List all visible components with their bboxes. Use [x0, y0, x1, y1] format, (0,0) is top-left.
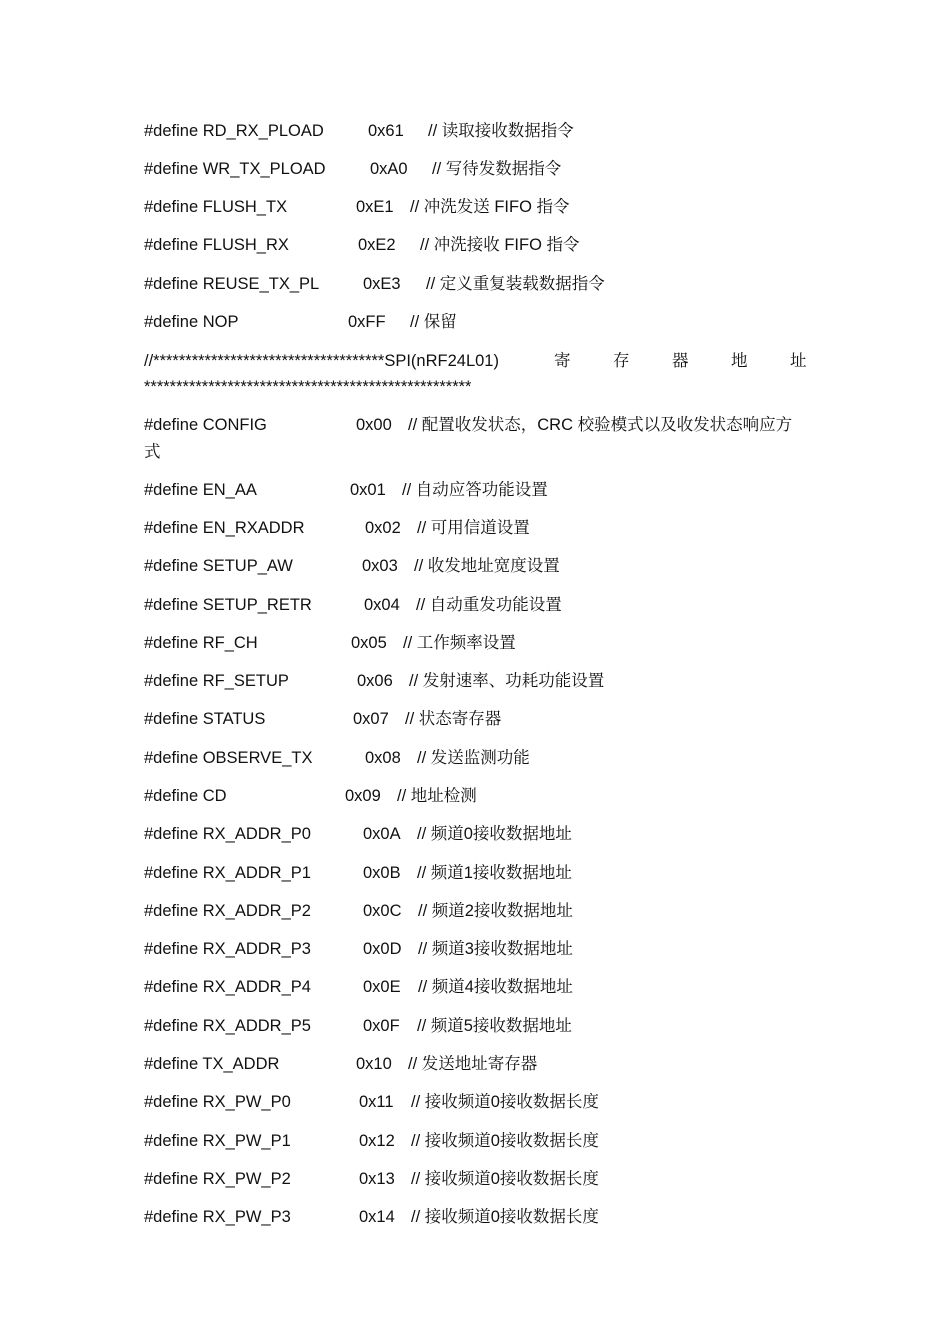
define-name: #define EN_AA [144, 481, 257, 499]
define-name: #define RX_PW_P1 [144, 1132, 291, 1150]
define-value: 0x0E [363, 978, 401, 996]
define-name: #define RX_ADDR_P5 [144, 1017, 311, 1035]
define-name: #define RX_ADDR_P1 [144, 864, 311, 882]
define-comment: // 频道3接收数据地址 [418, 940, 573, 958]
define-comment: // 定义重复装载数据指令 [426, 275, 605, 293]
define-comment: // 保留 [410, 313, 457, 331]
separator-tail: *************************************************** [144, 378, 472, 396]
define-comment: // 接收频道0接收数据长度 [411, 1170, 599, 1188]
define-value: 0xFF [348, 313, 386, 331]
define-comment: // 频道0接收数据地址 [417, 825, 572, 843]
define-comment: // 可用信道设置 [417, 519, 530, 537]
define-name: #define RF_CH [144, 634, 258, 652]
define-value: 0x13 [359, 1170, 395, 1188]
define-name: #define NOP [144, 313, 239, 331]
separator-word: 地 [731, 352, 748, 370]
separator-word: 器 [672, 352, 689, 370]
define-value: 0x0B [363, 864, 401, 882]
comment-wrap: 式 [144, 443, 161, 461]
define-name: #define SETUP_AW [144, 557, 293, 575]
define-comment: // 自动应答功能设置 [402, 481, 548, 499]
define-value: 0x00 [356, 416, 392, 434]
define-value: 0xE1 [356, 198, 394, 216]
define-name: #define OBSERVE_TX [144, 749, 313, 767]
define-name: #define CD [144, 787, 227, 805]
define-comment: // 发送地址寄存器 [408, 1055, 538, 1073]
define-comment: // 接收频道0接收数据长度 [411, 1208, 599, 1226]
define-name: #define RX_ADDR_P4 [144, 978, 311, 996]
define-name: #define STATUS [144, 710, 266, 728]
define-comment: // 读取接收数据指令 [428, 122, 574, 140]
define-comment: // 发送监测功能 [417, 749, 530, 767]
define-value: 0x10 [356, 1055, 392, 1073]
define-value: 0xA0 [370, 160, 408, 178]
define-comment: // 地址检测 [397, 787, 477, 805]
define-value: 0x03 [362, 557, 398, 575]
define-value: 0x61 [368, 122, 404, 140]
define-name: #define EN_RXADDR [144, 519, 305, 537]
define-name: #define RX_PW_P3 [144, 1208, 291, 1226]
define-value: 0x01 [350, 481, 386, 499]
define-value: 0x0A [363, 825, 401, 843]
define-name: #define WR_TX_PLOAD [144, 160, 326, 178]
define-name: #define RD_RX_PLOAD [144, 122, 324, 140]
define-value: 0x0F [363, 1017, 400, 1035]
define-comment: // 工作频率设置 [403, 634, 516, 652]
define-comment: // 自动重发功能设置 [416, 596, 562, 614]
define-name: #define RX_ADDR_P3 [144, 940, 311, 958]
define-value: 0x06 [357, 672, 393, 690]
define-value: 0x0D [363, 940, 402, 958]
define-value: 0x07 [353, 710, 389, 728]
define-name: #define RX_PW_P2 [144, 1170, 291, 1188]
define-name: #define FLUSH_TX [144, 198, 288, 216]
define-comment: // 冲洗接收 FIFO 指令 [420, 236, 580, 254]
define-comment: // 冲洗发送 FIFO 指令 [410, 198, 570, 216]
define-value: 0x04 [364, 596, 400, 614]
define-name: #define RF_SETUP [144, 672, 289, 690]
define-value: 0xE3 [363, 275, 401, 293]
define-comment: // 频道1接收数据地址 [417, 864, 572, 882]
define-name: #define TX_ADDR [144, 1055, 280, 1073]
define-comment: // 频道4接收数据地址 [418, 978, 573, 996]
define-name: #define FLUSH_RX [144, 236, 289, 254]
define-name: #define CONFIG [144, 416, 267, 434]
define-comment: // 接收频道0接收数据长度 [411, 1132, 599, 1150]
separator-word: 存 [613, 352, 630, 370]
define-value: 0x14 [359, 1208, 395, 1226]
define-value: 0x05 [351, 634, 387, 652]
define-name: #define RX_ADDR_P0 [144, 825, 311, 843]
define-comment: // 写待发数据指令 [432, 160, 562, 178]
define-comment: // 接收频道0接收数据长度 [411, 1093, 599, 1111]
separator-word: 址 [790, 352, 807, 370]
separator-head: //************************************SPI(nRF24L01) [144, 352, 499, 370]
define-name: #define SETUP_RETR [144, 596, 312, 614]
define-value: 0x02 [365, 519, 401, 537]
define-comment: // 状态寄存器 [405, 710, 502, 728]
define-comment: // 配置收发状态，CRC 校验模式以及收发状态响应方 [408, 416, 793, 434]
separator-word: 寄 [554, 352, 571, 370]
define-value: 0x11 [359, 1093, 394, 1111]
define-name: #define RX_PW_P0 [144, 1093, 291, 1111]
define-value: 0x08 [365, 749, 401, 767]
define-value: 0x0C [363, 902, 402, 920]
define-name: #define RX_ADDR_P2 [144, 902, 311, 920]
define-name: #define REUSE_TX_PL [144, 275, 320, 293]
define-comment: // 频道5接收数据地址 [417, 1017, 572, 1035]
define-comment: // 频道2接收数据地址 [418, 902, 573, 920]
define-comment: // 发射速率、功耗功能设置 [409, 672, 605, 690]
define-value: 0xE2 [358, 236, 396, 254]
section-separator [144, 350, 808, 372]
define-value: 0x12 [359, 1132, 395, 1150]
define-value: 0x09 [345, 787, 381, 805]
define-comment: // 收发地址宽度设置 [414, 557, 560, 575]
